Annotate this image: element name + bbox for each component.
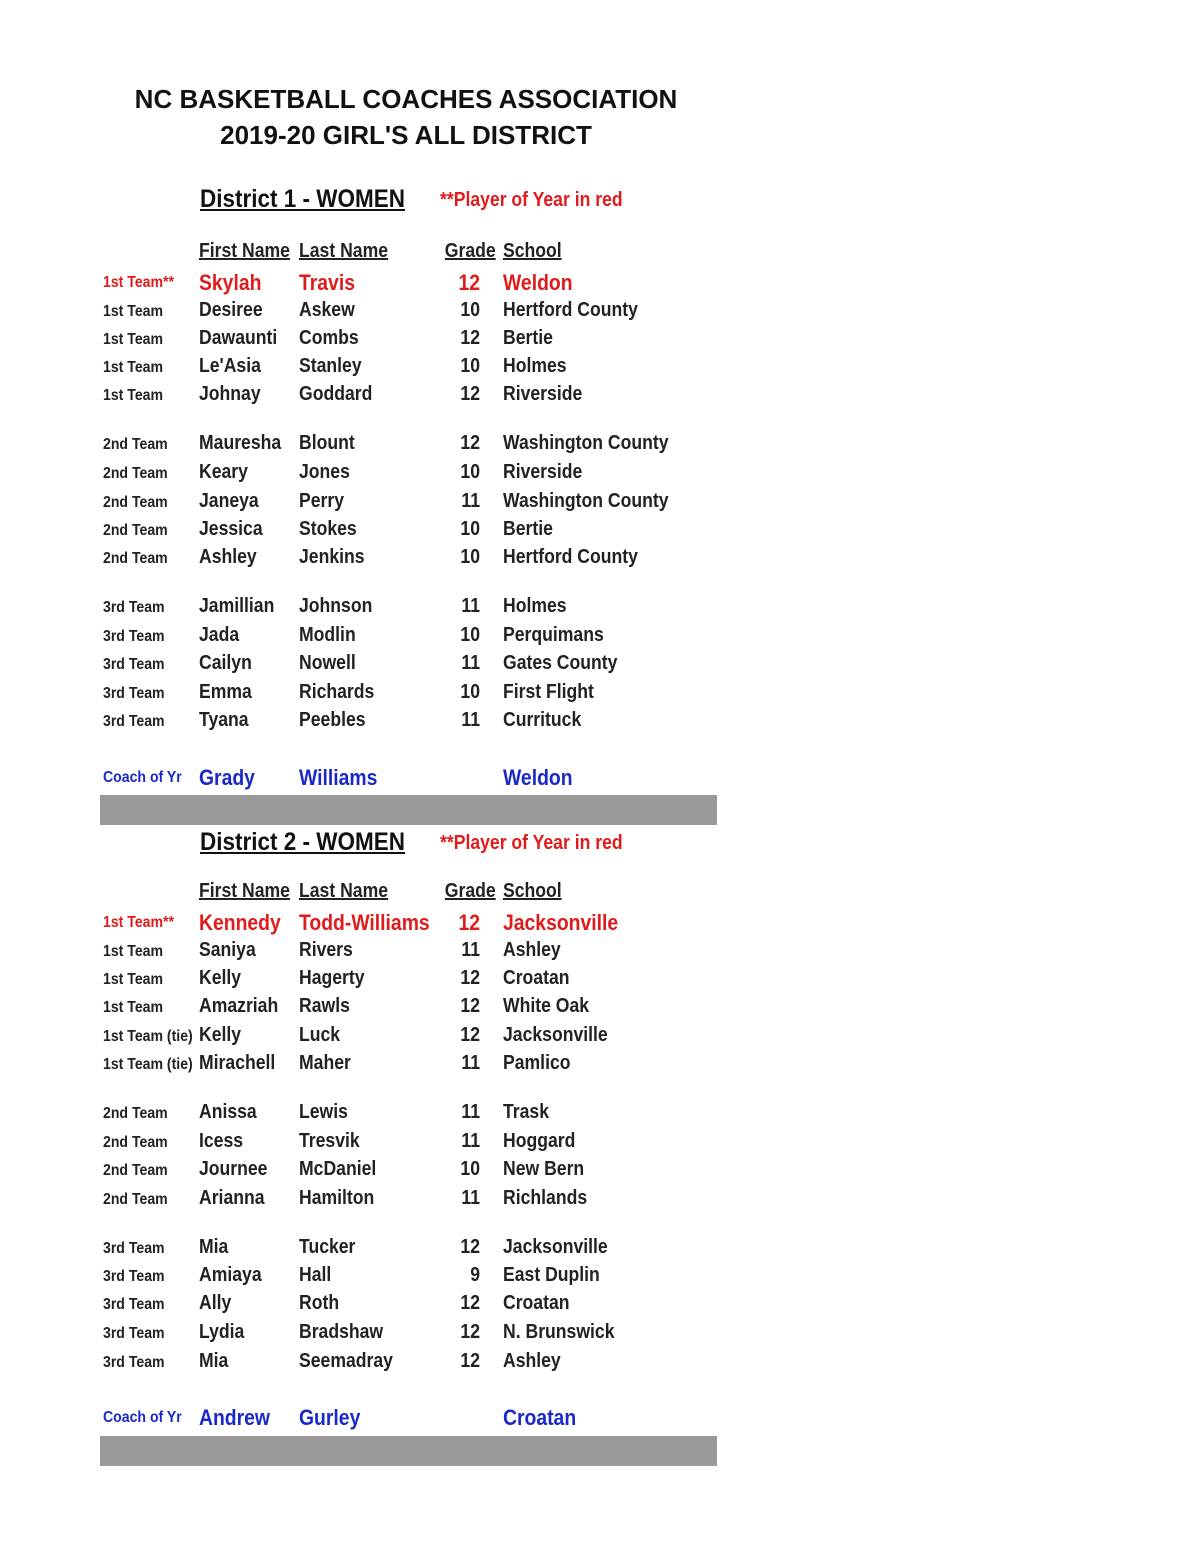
school: Washington County	[503, 490, 669, 512]
grade: 10	[460, 546, 480, 568]
first-name: Cailyn	[199, 652, 252, 674]
team-label: 1st Team	[103, 331, 164, 348]
team-label: 3rd Team	[103, 656, 165, 673]
last-name: Modlin	[299, 624, 356, 646]
school: Washington County	[503, 432, 669, 454]
last-name: Jones	[299, 461, 350, 483]
grade: 10	[460, 518, 480, 540]
last-name: Goddard	[299, 383, 373, 405]
document-title: NC BASKETBALL COACHES ASSOCIATION	[134, 84, 678, 114]
last-name: Nowell	[299, 652, 356, 674]
team-label: 3rd Team	[103, 628, 165, 645]
grade: 12	[460, 1024, 480, 1046]
column-last-name: Last Name	[299, 880, 389, 902]
player-row	[0, 461, 760, 489]
first-name: Ashley	[199, 546, 257, 568]
team-label: 2nd Team	[103, 465, 168, 482]
grade: 12	[460, 327, 480, 349]
first-name: Amiaya	[199, 1264, 262, 1286]
coach-of-year-row	[0, 765, 760, 793]
column-grade: Grade	[444, 880, 496, 902]
grade: 11	[461, 490, 480, 512]
grade: 10	[460, 624, 480, 646]
team-label: 2nd Team	[103, 1105, 168, 1122]
coach-of-year-row	[0, 1405, 760, 1433]
team-label: 1st Team	[103, 303, 164, 320]
coach-first-name: Andrew	[199, 1405, 271, 1430]
grade: 12	[460, 995, 480, 1017]
team-label: 1st Team	[103, 359, 164, 376]
player-row	[0, 681, 760, 709]
grade: 10	[460, 299, 480, 321]
school: Weldon	[503, 270, 573, 295]
school: Holmes	[503, 355, 567, 377]
school: First Flight	[503, 681, 594, 703]
grade: 9	[470, 1264, 480, 1286]
first-name: Saniya	[199, 939, 256, 961]
first-name: Mirachell	[199, 1052, 276, 1074]
grade: 11	[461, 595, 480, 617]
school: Pamlico	[503, 1052, 571, 1074]
coach-last-name: Williams	[299, 765, 378, 790]
first-name: Jamillian	[199, 595, 275, 617]
last-name: Combs	[299, 327, 359, 349]
player-row	[0, 1130, 760, 1158]
team-label: 1st Team	[103, 999, 164, 1016]
player-row	[0, 1236, 760, 1264]
grade: 12	[460, 1321, 480, 1343]
school: Croatan	[503, 1292, 570, 1314]
grade: 11	[461, 652, 480, 674]
team-label: 1st Team (tie)	[103, 1028, 193, 1045]
school: Hoggard	[503, 1130, 576, 1152]
player-row	[0, 518, 760, 546]
column-last-name: Last Name	[299, 240, 389, 262]
player-row	[0, 1101, 760, 1129]
player-row	[0, 624, 760, 652]
grade: 11	[461, 709, 480, 731]
team-label: 2nd Team	[103, 550, 168, 567]
player-row	[0, 270, 760, 298]
coach-label: Coach of Yr	[103, 1409, 182, 1426]
player-row	[0, 383, 760, 411]
last-name: Todd-Williams	[299, 910, 430, 935]
player-row	[0, 1187, 760, 1215]
first-name: Mia	[199, 1350, 229, 1372]
player-row	[0, 546, 760, 574]
first-name: Journee	[199, 1158, 268, 1180]
last-name: Hagerty	[299, 967, 365, 989]
team-label: 3rd Team	[103, 1296, 165, 1313]
first-name: Mia	[199, 1236, 229, 1258]
last-name: Peebles	[299, 709, 366, 731]
school: N. Brunswick	[503, 1321, 615, 1343]
team-label: 2nd Team	[103, 494, 168, 511]
team-label: 2nd Team	[103, 1191, 168, 1208]
player-row	[0, 299, 760, 327]
school: Jacksonville	[503, 1236, 608, 1258]
first-name: Jessica	[199, 518, 263, 540]
school: Bertie	[503, 327, 553, 349]
last-name: Maher	[299, 1052, 351, 1074]
first-name: Le'Asia	[199, 355, 261, 377]
school: New Bern	[503, 1158, 585, 1180]
section-divider-bar	[100, 795, 717, 825]
first-name: Icess	[199, 1130, 244, 1152]
first-name: Desiree	[199, 299, 263, 321]
school: Hertford County	[503, 299, 638, 321]
grade: 12	[460, 432, 480, 454]
last-name: Johnson	[299, 595, 373, 617]
player-row	[0, 967, 760, 995]
team-label: 3rd Team	[103, 1268, 165, 1285]
first-name: Janeya	[199, 490, 259, 512]
team-label: 3rd Team	[103, 1240, 165, 1257]
school: Hertford County	[503, 546, 638, 568]
column-header-row	[0, 240, 760, 268]
column-first-name: First Name	[199, 240, 290, 262]
first-name: Kennedy	[199, 910, 281, 935]
player-row	[0, 355, 760, 383]
team-label: 3rd Team	[103, 599, 165, 616]
player-row	[0, 1024, 760, 1052]
coach-last-name: Gurley	[299, 1405, 361, 1430]
first-name: Kelly	[199, 967, 242, 989]
first-name: Lydia	[199, 1321, 245, 1343]
last-name: Jenkins	[299, 546, 365, 568]
coach-school: Croatan	[503, 1405, 577, 1430]
grade: 10	[460, 461, 480, 483]
grade: 10	[460, 1158, 480, 1180]
grade: 11	[461, 1052, 480, 1074]
school: Holmes	[503, 595, 567, 617]
district-heading: District 1 - WOMEN	[200, 185, 406, 213]
first-name: Ally	[199, 1292, 232, 1314]
last-name: Richards	[299, 681, 375, 703]
player-row	[0, 1158, 760, 1186]
first-name: Skylah	[199, 270, 262, 295]
grade: 11	[461, 939, 480, 961]
player-row	[0, 939, 760, 967]
grade: 10	[460, 355, 480, 377]
school: Riverside	[503, 383, 583, 405]
school: Jacksonville	[503, 910, 619, 935]
grade: 12	[458, 270, 480, 295]
school: Trask	[503, 1101, 549, 1123]
player-row	[0, 1350, 760, 1378]
grade: 11	[461, 1130, 480, 1152]
school: Richlands	[503, 1187, 588, 1209]
player-of-year-note: **Player of Year in red	[440, 189, 623, 211]
coach-label: Coach of Yr	[103, 769, 182, 786]
player-row	[0, 709, 760, 737]
player-row	[0, 652, 760, 680]
school: Currituck	[503, 709, 582, 731]
grade: 12	[460, 1292, 480, 1314]
last-name: Travis	[299, 270, 355, 295]
last-name: Hall	[299, 1264, 332, 1286]
player-row	[0, 490, 760, 518]
column-school: School	[503, 880, 562, 902]
last-name: Hamilton	[299, 1187, 375, 1209]
last-name: Askew	[299, 299, 355, 321]
grade: 12	[460, 1350, 480, 1372]
player-row	[0, 432, 760, 460]
player-row	[0, 910, 760, 938]
first-name: Anissa	[199, 1101, 257, 1123]
team-label: 3rd Team	[103, 685, 165, 702]
first-name: Jada	[199, 624, 240, 646]
grade: 12	[460, 967, 480, 989]
grade: 12	[458, 910, 480, 935]
school: Riverside	[503, 461, 583, 483]
player-row	[0, 1052, 760, 1080]
last-name: Perry	[299, 490, 345, 512]
first-name: Dawaunti	[199, 327, 278, 349]
school: Croatan	[503, 967, 570, 989]
player-row	[0, 595, 760, 623]
team-label: 2nd Team	[103, 1134, 168, 1151]
school: Gates County	[503, 652, 618, 674]
player-row	[0, 1321, 760, 1349]
coach-first-name: Grady	[199, 765, 255, 790]
first-name: Tyana	[199, 709, 249, 731]
grade: 11	[461, 1187, 480, 1209]
player-row	[0, 327, 760, 355]
last-name: McDaniel	[299, 1158, 377, 1180]
player-row	[0, 1264, 760, 1292]
first-name: Kelly	[199, 1024, 242, 1046]
team-label: 1st Team**	[103, 274, 174, 291]
team-label: 3rd Team	[103, 1325, 165, 1342]
team-label: 1st Team	[103, 387, 164, 404]
column-grade: Grade	[444, 240, 496, 262]
first-name: Keary	[199, 461, 248, 483]
school: Jacksonville	[503, 1024, 608, 1046]
column-school: School	[503, 240, 562, 262]
first-name: Johnay	[199, 383, 261, 405]
team-label: 1st Team	[103, 971, 164, 988]
grade: 12	[460, 1236, 480, 1258]
school: East Duplin	[503, 1264, 600, 1286]
team-label: 3rd Team	[103, 1354, 165, 1371]
player-row	[0, 1292, 760, 1320]
team-label: 2nd Team	[103, 436, 168, 453]
last-name: Roth	[299, 1292, 340, 1314]
first-name: Arianna	[199, 1187, 265, 1209]
team-label: 2nd Team	[103, 1162, 168, 1179]
first-name: Emma	[199, 681, 252, 703]
coach-school: Weldon	[503, 765, 573, 790]
grade: 11	[461, 1101, 480, 1123]
last-name: Rawls	[299, 995, 350, 1017]
last-name: Stanley	[299, 355, 362, 377]
last-name: Blount	[299, 432, 355, 454]
team-label: 1st Team**	[103, 914, 174, 931]
first-name: Mauresha	[199, 432, 282, 454]
player-row	[0, 995, 760, 1023]
last-name: Tresvik	[299, 1130, 360, 1152]
first-name: Amazriah	[199, 995, 279, 1017]
last-name: Tucker	[299, 1236, 356, 1258]
last-name: Stokes	[299, 518, 357, 540]
player-of-year-note: **Player of Year in red	[440, 832, 623, 854]
team-label: 1st Team (tie)	[103, 1056, 193, 1073]
last-name: Bradshaw	[299, 1321, 384, 1343]
column-header-row	[0, 880, 760, 908]
team-label: 2nd Team	[103, 522, 168, 539]
grade: 12	[460, 383, 480, 405]
school: Ashley	[503, 1350, 561, 1372]
column-first-name: First Name	[199, 880, 290, 902]
school: White Oak	[503, 995, 590, 1017]
school: Ashley	[503, 939, 561, 961]
last-name: Luck	[299, 1024, 341, 1046]
last-name: Seemadray	[299, 1350, 393, 1372]
school: Bertie	[503, 518, 553, 540]
document-subtitle: 2019-20 GIRL'S ALL DISTRICT	[220, 120, 592, 150]
school: Perquimans	[503, 624, 604, 646]
district-heading: District 2 - WOMEN	[200, 828, 406, 856]
team-label: 1st Team	[103, 943, 164, 960]
last-name: Lewis	[299, 1101, 348, 1123]
team-label: 3rd Team	[103, 713, 165, 730]
last-name: Rivers	[299, 939, 353, 961]
section-divider-bar	[100, 1436, 717, 1466]
grade: 10	[460, 681, 480, 703]
